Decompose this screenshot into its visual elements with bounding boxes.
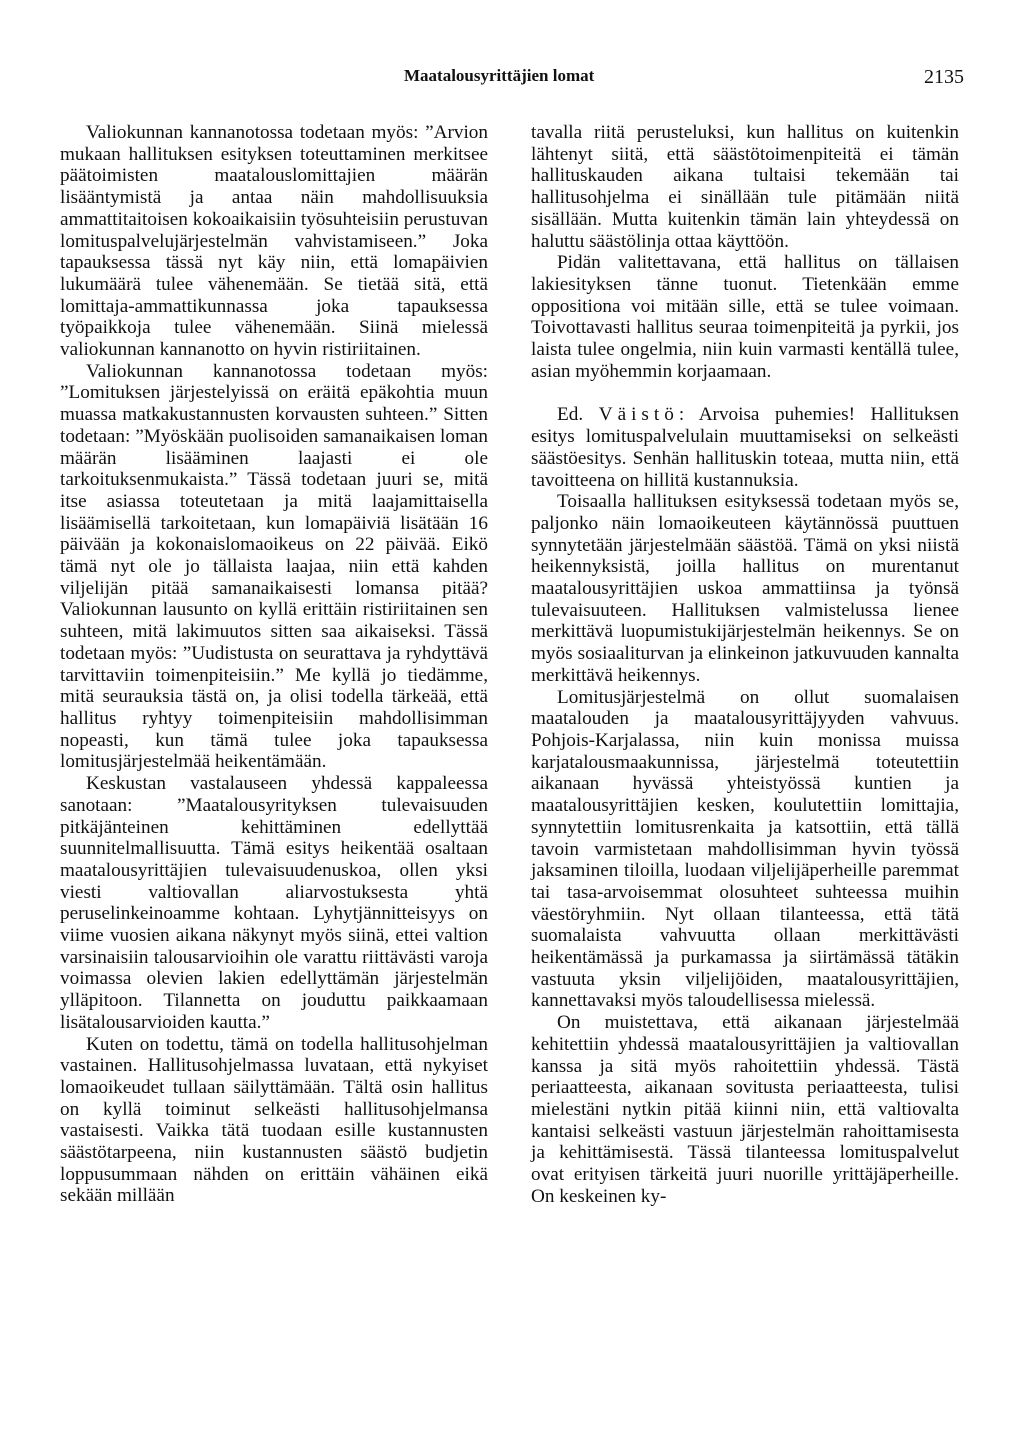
running-head: Maatalousyrittäjien lomat [404, 66, 595, 85]
paragraph: Lomitusjärjestelmä on ollut suomalaisen maatalouden ja maatalousyrittäjyyden vahvuus. Pohjois-Karjalassa, niin kuin monissa muissa karjatalousmaakunnissa, järjestelmä toteutettiin aikanaan hyvässä yhteistyössä kuntien ja maatalousyrittäjien kesken, koulutettiin lomittajia, synnytettiin lomitusrenkaita ja katsottiin, että tällä tavoin varmistetaan mahdollisimman hyvin työssä jaksaminen tiloilla, luodaan viljelijäperheille paremmat tai tasa-arvoisemmat olosuhteet suhteessa muihin väestöryhmiin. Nyt ollaan tilanteessa, että tätä suomalaista vahvuutta ollaan merkittävästi heikentämässä ja purkamassa ja siirtämässä tätäkin vastuuta yksin viljelijöiden, maatalousyrittäjien, kannettavaksi myös taloudellisessa mielessä. [531, 686, 959, 1012]
right-column [531, 122, 959, 1207]
speaker-name: Väistö [598, 404, 679, 426]
paragraph: Valiokunnan kannanotossa todetaan myös: ”Lomituksen järjestelyissä on eräitä epäkohtia muun muassa matkakustannusten korvausten suhteen.” Sitten todetaan: ”Myöskään puolisoiden samanaikaisen loman määrän lisääminen laajasti ei ole tarkoituksenmukaista.” Tässä todetaan juuri se, mitä itse asiassa toteutetaan ja mitä laajamittaisella lisäämisellä tarkoitetaan, kun lomapäiviä lisätään 16 päivään ja kokonaislomaoikeus on 22 päivää. Eikö tämä nyt ole jo tällaista laajaa, niin että kahden viljelijän pitää samanaikaisesti lomansa pitää? Valiokunnan lausunto on kyllä erittäin ristiriitainen sen suhteen, mitä lakimuutos sitten saa aikaiseksi. Tässä todetaan myös: ”Uudistusta on seurattava ja ryhdyttävä tarvittaviin toimenpiteisiin.” Me kyllä jo tiedämme, mitä seurauksia tästä on, ja olisi todella tärkeää, että hallitus ryhtyy toimenpiteisiin mahdollisimman nopeasti, kun tämä tulee joka tapauksessa lomitusjärjestelmää heikentämään. [60, 360, 488, 773]
speech-paragraph [531, 404, 959, 491]
speaker-separator: : [678, 404, 685, 426]
paragraph: Valiokunnan kannanotossa todetaan myös: ”Arvion mukaan hallituksen esityksen toteuttaminen merkitsee päätoimisten maatalouslomittajien määrän lisääntymistä ja antaa näin mahdollisuuksia ammattitaitoisen kokoaikaisiin työsuhteisiin perustuvan lomituspalvelujärjestelmän vahvistamiseen.” Joka tapauksessa tässä nyt käy niin, että lomapäivien lukumäärä tulee vähenemään. Se tietää sitä, että lomittaja-ammattikunnassa joka tapauksessa työpaikkoja tulee vähenemään. Siinä mielessä valiokunnan kannanotto on hyvin ristiriitainen. [60, 122, 488, 361]
speech-text: Arvoisa puhemies! Hallituksen esitys lomituspalvelulain muuttamiseksi on selkeästi säästöesitys. Senhän hallituskin toteaa, mutta niin, että tavoitteena on hillitä kustannuksia. [531, 404, 960, 491]
paragraph: On muistettava, että aikanaan järjestelmää kehitettiin yhdessä maatalousyrittäjien ja valtiovallan kanssa ja sitä myös rahoitettiin yhdessä. Tästä periaatteesta, aikanaan sovitusta periaatteesta, tulisi mielestäni nytkin pitää kiinni niin, että valtiovalta kantaisi selkeästi vastuun järjestelmän rahoittamisesta ja kehittämisestä. Tässä tilanteessa lomituspalvelut ovat erityisen tärkeitä juuri nuorille yrittäjäperheille. On keskeinen ky- [531, 1012, 959, 1207]
left-column [60, 122, 488, 1207]
paragraph: tavalla riitä perusteluksi, kun hallitus on kuitenkin lähtenyt siitä, että säästötoimenpiteitä ei tämän hallituskauden aikana tultaisi tekemään tai hallitusohjelma ei sinällään tule pitämään niitä sisällään. Mutta kuitenkin tämän lain yhteydessä on haluttu säästölinja ottaa käyttöön. [531, 122, 959, 252]
page-number: 2135 [924, 66, 964, 88]
paragraph: Kuten on todettu, tämä on todella hallitusohjelman vastainen. Hallitusohjelmassa luvataan, että nykyiset lomaoikeudet tullaan säilyttämään. Tältä osin hallitus on kyllä toiminut selkeästi hallitusohjelmansa vastaisesti. Vaikka tätä tuodaan esille kustannusten säästötarpeena, niin kustannusten säästö budjetin loppusummaan nähden on erittäin vähäinen eikä sekään millään [60, 1033, 488, 1207]
paragraph: Pidän valitettavana, että hallitus on tällaisen lakiesityksen tänne tuonut. Tietenkään emme oppositiona voi mitään sille, että se tulee voimaan. Toivottavasti hallitus seuraa toimenpiteitä ja pyrkii, jos laista tulee ongelmia, niin kuin varmasti kentällä tulee, asian myöhemmin korjaamaan. [531, 252, 959, 382]
paragraph: Toisaalla hallituksen esityksessä todetaan myös se, paljonko näin lomaoikeuteen käytännössä puuttuen synnytetään järjestelmään säästöä. Tämä on yksi niistä heikennyksistä, joilla hallitus on murentanut maatalousyrittäjien uskoa ammattiinsa ja työnsä tulevaisuuteen. Hallituksen valmistelussa lienee merkittävä luopumistukijärjestelmän heikennys. Se on myös sosiaaliturvan ja elinkeinon jatkuvuuden kannalta merkittävä heikennys. [531, 491, 959, 686]
speaker-prefix: Ed. [557, 404, 584, 426]
paragraph: Keskustan vastalauseen yhdessä kappaleessa sanotaan: ”Maatalousyrityksen tulevaisuuden pitkäjänteinen kehittäminen edellyttää suunnitelmallisuutta. Tämä esitys heikentää osaltaan maatalousyrittäjien tulevaisuudenuskoa, ollen yksi viesti valtiovallan aliarvostuksesta yhtä peruselinkeinoamme kohtaan. Lyhytjännitteisyys on viime vuosien aikana näkynyt myös siinä, ettei valtion varsinaisiin talousarvioihin ole varattu riittävästi varoja voimassa olevien lakien edellyttämän järjestelmän ylläpitoon. Tilannetta on jouduttu paikkaamaan lisätalousarvioiden kautta.” [60, 773, 488, 1033]
